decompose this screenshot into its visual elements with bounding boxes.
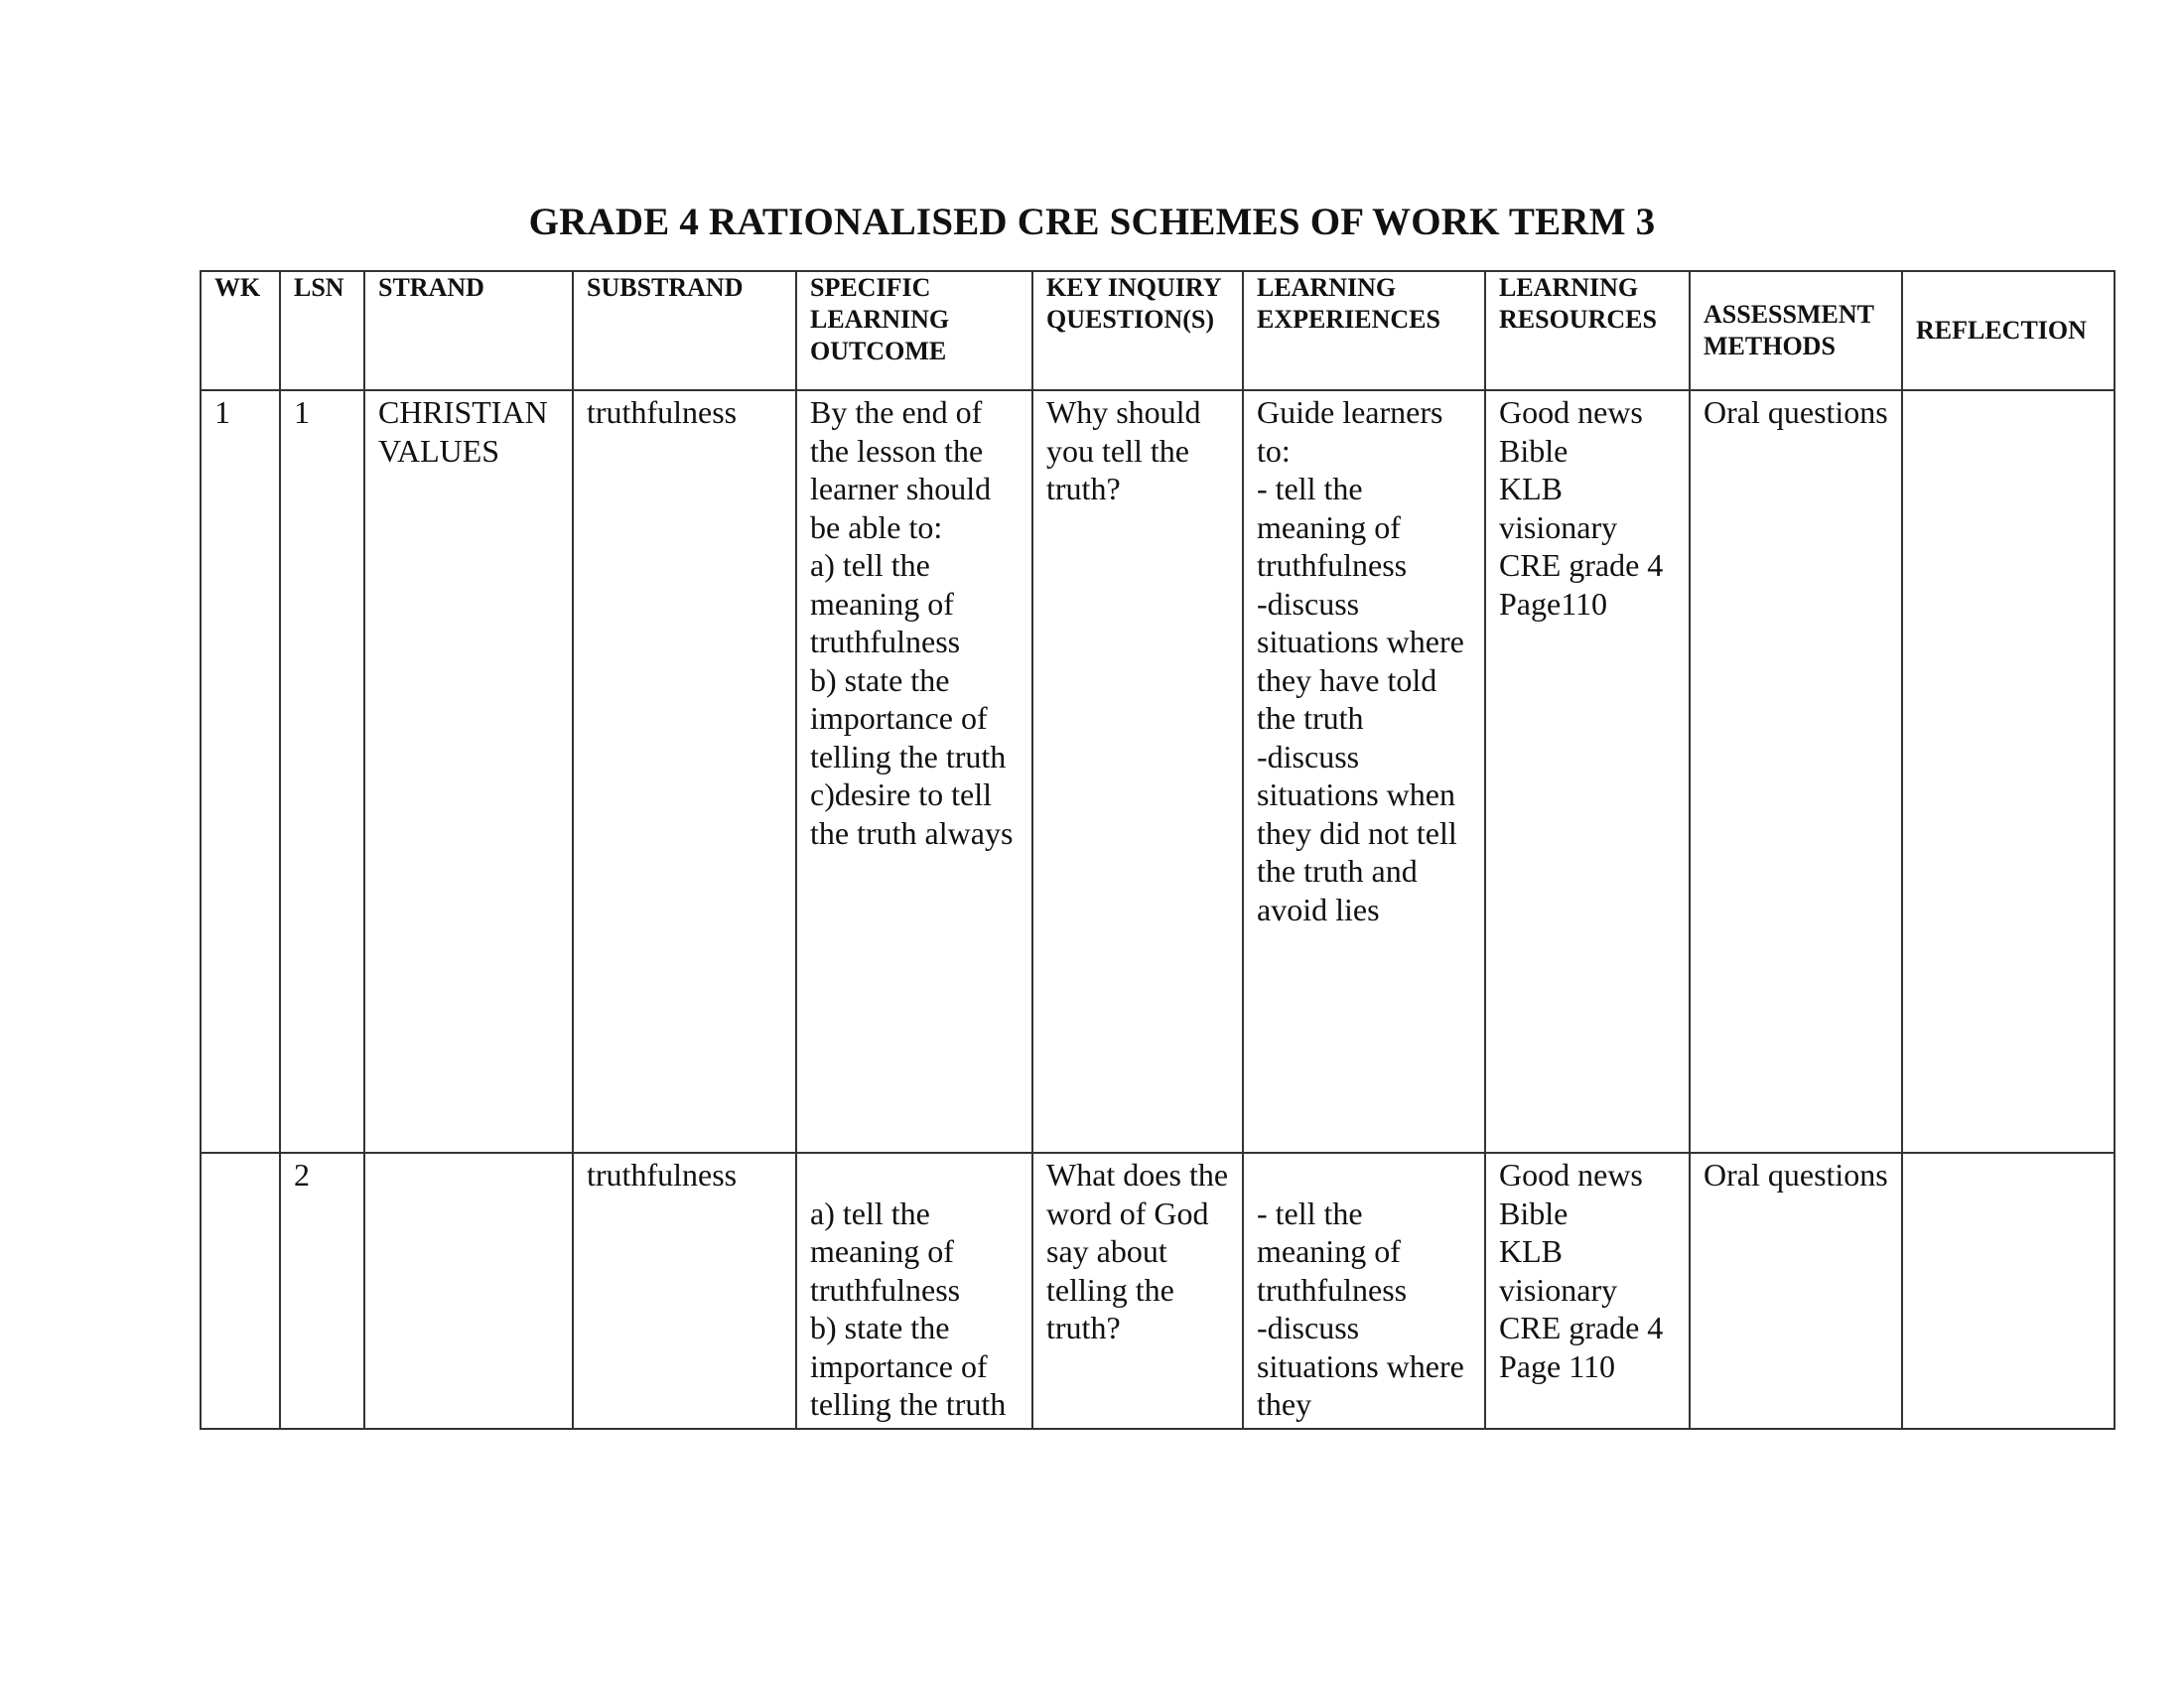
cell-learning-experiences: - tell the meaning of truthfulness -discuss situations where they xyxy=(1243,1153,1485,1429)
cell-key-inquiry-questions: What does the word of God say about telling the truth? xyxy=(1032,1153,1243,1429)
cell-learning-experiences: Guide learners to: - tell the meaning of truthfulness -discuss situations where they have told the truth -discuss situations when they did not tell the truth and avoid lies xyxy=(1243,390,1485,1153)
table-row xyxy=(201,1153,2115,1429)
cell-reflection xyxy=(1902,1153,2115,1429)
cell-wk: 1 xyxy=(201,390,280,1153)
cell-specific-learning-outcome: a) tell the meaning of truthfulness b) state the importance of telling the truth xyxy=(796,1153,1032,1429)
cell-lsn: 1 xyxy=(280,390,364,1153)
document-title: GRADE 4 RATIONALISED CRE SCHEMES OF WORK TERM 3 xyxy=(528,201,1656,243)
header-reflection: REFLECTION xyxy=(1902,271,2115,390)
header-wk: WK xyxy=(201,271,280,390)
cell-learning-resources: Good news Bible KLB visionary CRE grade 4 Page 110 xyxy=(1485,1153,1690,1429)
header-lsn: LSN xyxy=(280,271,364,390)
cell-learning-resources: Good news Bible KLB visionary CRE grade 4 Page110 xyxy=(1485,390,1690,1153)
table-header-row xyxy=(201,271,2115,390)
header-strand: STRAND xyxy=(364,271,573,390)
header-learning-resources: LEARNING RESOURCES xyxy=(1485,271,1690,390)
cell-lsn: 2 xyxy=(280,1153,364,1429)
cell-assessment-methods: Oral questions xyxy=(1690,390,1902,1153)
table-row xyxy=(201,390,2115,1153)
cell-key-inquiry-questions: Why should you tell the truth? xyxy=(1032,390,1243,1153)
cell-assessment-methods: Oral questions xyxy=(1690,1153,1902,1429)
header-key-inquiry-questions: KEY INQUIRY QUESTION(S) xyxy=(1032,271,1243,390)
cell-wk xyxy=(201,1153,280,1429)
cell-substrand: truthfulness xyxy=(573,1153,796,1429)
header-substrand: SUBSTRAND xyxy=(573,271,796,390)
cell-specific-learning-outcome: By the end of the lesson the learner should be able to: a) tell the meaning of truthfulness b) state the importance of telling the truth c)desire to tell the truth always xyxy=(796,390,1032,1153)
cell-strand xyxy=(364,1153,573,1429)
header-learning-experiences: LEARNING EXPERIENCES xyxy=(1243,271,1485,390)
cell-strand: CHRISTIAN VALUES xyxy=(364,390,573,1153)
header-specific-learning-outcome: SPECIFIC LEARNING OUTCOME xyxy=(796,271,1032,390)
cell-reflection xyxy=(1902,390,2115,1153)
cell-substrand: truthfulness xyxy=(573,390,796,1153)
scheme-of-work-table xyxy=(200,270,2116,1430)
header-assessment-methods: ASSESSMENT METHODS xyxy=(1690,271,1902,390)
